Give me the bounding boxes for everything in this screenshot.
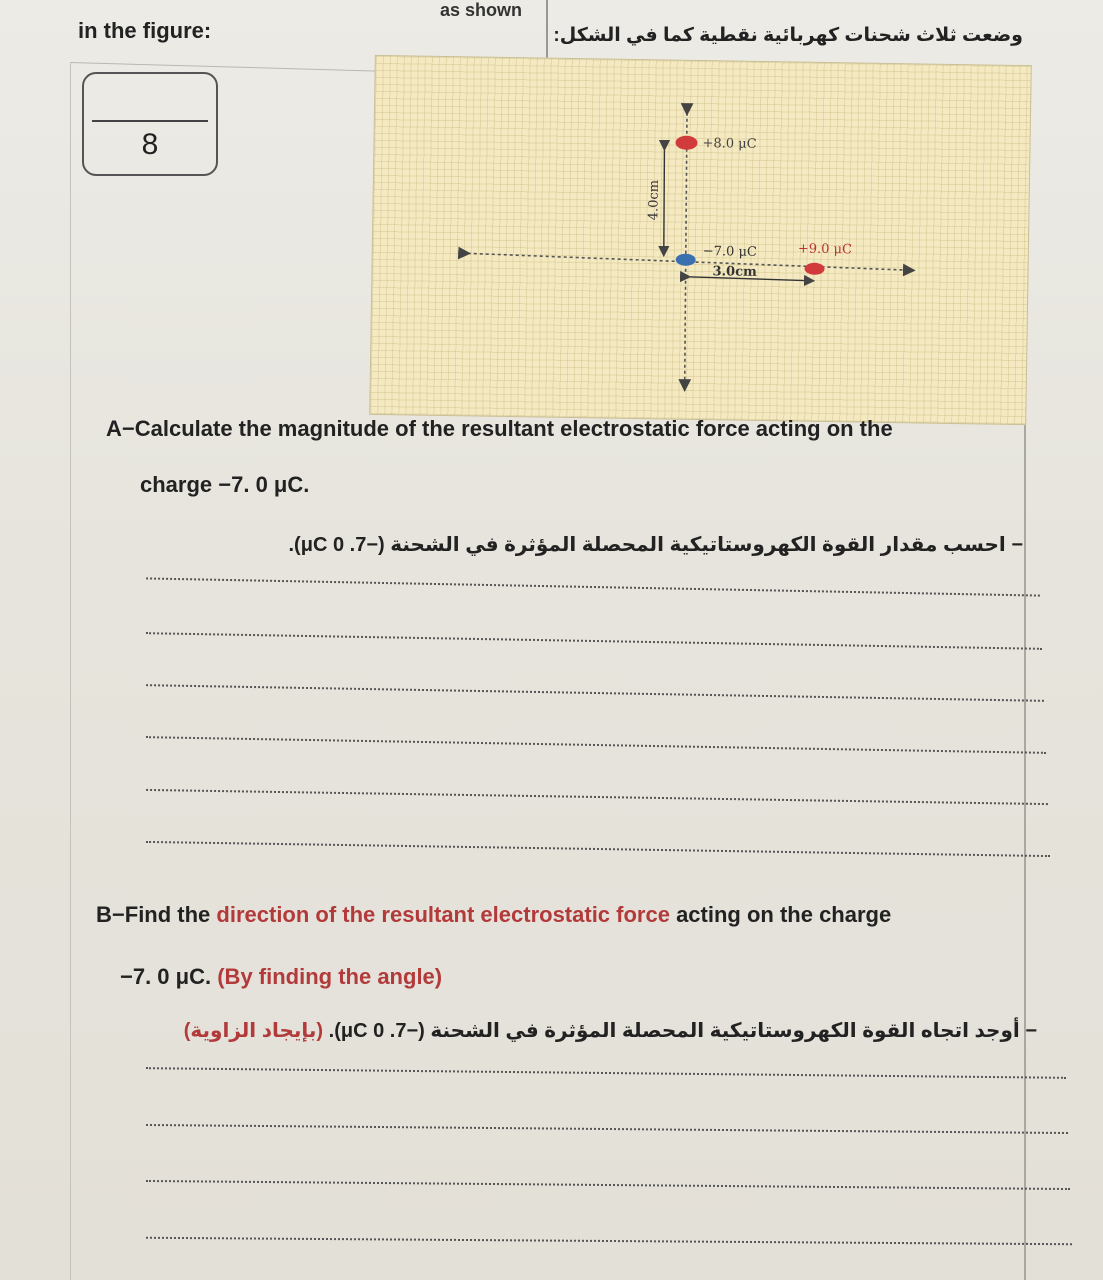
question-b-angle-hint: (By finding the angle) — [217, 964, 443, 989]
question-a-line2: charge −7. 0 μC. — [140, 472, 310, 497]
vertical-distance-arrow — [663, 148, 666, 254]
answer-line-a6[interactable] — [146, 841, 1050, 857]
score-value: 8 — [141, 128, 159, 161]
answer-line-b1[interactable] — [146, 1067, 1066, 1079]
question-b-text1: Find the — [124, 902, 217, 927]
charge-top-label: +8.0 μC — [702, 136, 757, 152]
question-b-text2: direction of the resultant electrostatic force — [216, 902, 670, 927]
horizontal-distance-label: 3.0cm — [712, 264, 757, 280]
question-b-charge: −7. 0 μC. — [120, 964, 218, 989]
answer-line-a2[interactable] — [146, 632, 1042, 650]
header-left-text: in the figure: — [78, 18, 212, 43]
question-b-line2 — [120, 964, 442, 990]
question-a-label: A− — [106, 416, 135, 441]
header-arabic-intro: وضعت ثلاث شحنات كهربائية نقطية كما في الشكل: — [553, 25, 1023, 46]
question-a-line1 — [106, 416, 893, 442]
score-box — [82, 72, 218, 176]
question-a-text1: Calculate the — [134, 416, 278, 441]
charge-diagram — [370, 56, 1031, 424]
question-b-text3: acting on the charge — [669, 902, 892, 927]
question-a-text3: of the resultant electrostatic force acting on the — [389, 416, 893, 441]
question-b-arabic-hint: (بإيجاد الزاوية) — [183, 1020, 324, 1042]
score-line — [92, 120, 208, 122]
left-frame-line — [70, 62, 71, 1280]
vertical-axis — [683, 113, 689, 389]
charge-right-dot — [804, 263, 824, 275]
answer-line-b4[interactable] — [146, 1237, 1072, 1245]
question-a-arabic: − احسب مقدار القوة الكهروستاتيكية المحصلة المؤثرة في الشحنة (−7. 0 μC). — [288, 534, 1023, 556]
charge-center-dot — [676, 254, 696, 266]
question-b-arabic — [184, 1018, 1037, 1043]
charge-center-label: −7.0 μC — [702, 244, 758, 260]
question-b-arabic-text: − أوجد اتجاه القوة الكهروستاتيكية المحصلة المؤثرة في الشحنة (−7. 0 μC). — [323, 1020, 1037, 1042]
answer-line-b3[interactable] — [146, 1180, 1070, 1190]
answer-line-a3[interactable] — [146, 684, 1044, 702]
answer-line-a1[interactable] — [146, 577, 1040, 596]
charge-right-label: +9.0 μC — [797, 241, 853, 258]
charge-top-dot — [675, 136, 697, 150]
question-b-line1 — [96, 902, 891, 928]
header-fragment: as shown — [440, 0, 523, 20]
question-b-label: B− — [96, 902, 125, 927]
vertical-distance-label: 4.0cm — [646, 179, 662, 221]
answer-line-b2[interactable] — [146, 1124, 1068, 1134]
answer-line-a5[interactable] — [146, 789, 1048, 805]
question-a-text2: magnitude — [277, 416, 390, 441]
answer-line-a4[interactable] — [146, 736, 1046, 754]
charge-figure — [369, 55, 1032, 425]
